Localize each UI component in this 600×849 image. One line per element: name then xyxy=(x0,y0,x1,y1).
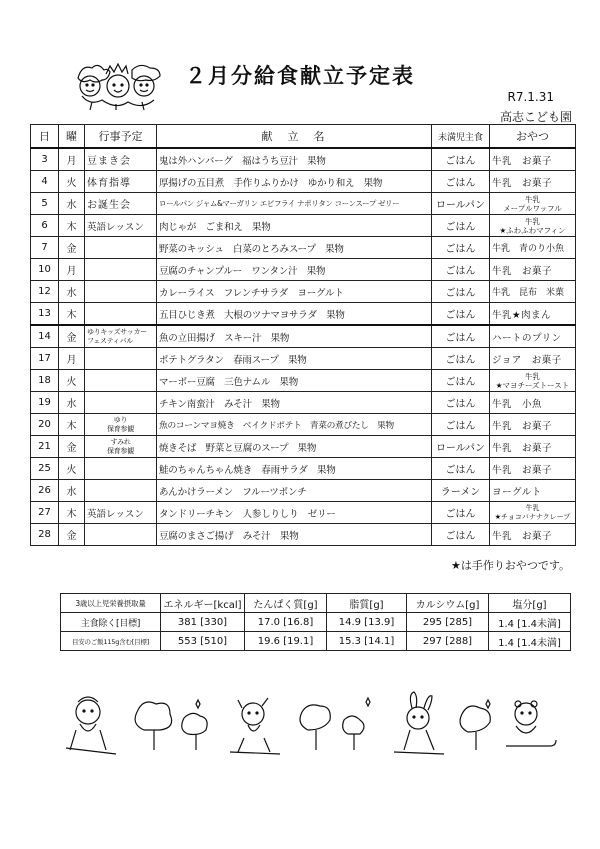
menu-row xyxy=(31,392,576,414)
dishes-cell: 鮭のちゃんちゃん焼き 春雨サラダ 果物 xyxy=(157,458,432,480)
nutrition-value: 19.6 [19.1] xyxy=(245,632,327,651)
event-cell xyxy=(85,348,157,370)
menu-row xyxy=(31,502,576,524)
day-cell: 20 xyxy=(31,414,59,436)
dishes-cell: 豆腐のチャンプルー ワンタン汁 果物 xyxy=(157,259,432,281)
staple-cell: ごはん xyxy=(432,370,490,392)
dishes-cell: 野菜のキッシュ 白菜のとろみスープ 果物 xyxy=(157,237,432,259)
menu-row xyxy=(31,348,576,370)
event-cell xyxy=(85,303,157,326)
staple-cell: ごはん xyxy=(432,502,490,524)
menu-header-row xyxy=(31,125,576,149)
snack-cell: 牛乳 小魚 xyxy=(490,392,576,414)
dishes-cell: マーボー豆腐 三色ナムル 果物 xyxy=(157,370,432,392)
weekday-cell: 木 xyxy=(59,502,85,524)
menu-row xyxy=(31,215,576,237)
snack-cell: 牛乳 お菓子 xyxy=(490,414,576,436)
weekday-cell: 金 xyxy=(59,237,85,259)
snack-cell: 牛乳 青のり小魚 xyxy=(490,237,576,259)
event-cell xyxy=(85,524,157,546)
nutrition-value: 14.9 [13.9] xyxy=(327,613,407,632)
event-cell xyxy=(85,237,157,259)
nutrition-value: 297 [288] xyxy=(407,632,489,651)
weekday-cell: 木 xyxy=(59,303,85,326)
weekday-cell: 水 xyxy=(59,193,85,215)
nutrition-value: 381 [330] xyxy=(161,613,245,632)
staple-cell: ごはん xyxy=(432,281,490,303)
staple-cell: ごはん xyxy=(432,215,490,237)
day-cell: 7 xyxy=(31,237,59,259)
staple-cell: ロールパン xyxy=(432,436,490,458)
handmade-note: ★は手作りおやつです。 xyxy=(451,559,570,572)
menu-row xyxy=(31,171,576,193)
event-cell xyxy=(85,480,157,502)
weekday-cell: 水 xyxy=(59,392,85,414)
snack-cell: ジョア お菓子 xyxy=(490,348,576,370)
weekday-cell: 水 xyxy=(59,480,85,502)
dishes-cell: ロールパン ジャム&マーガリン エビフライ ナポリタン コーンスープ ゼリー xyxy=(157,193,432,215)
day-cell: 5 xyxy=(31,193,59,215)
weekday-cell: 月 xyxy=(59,148,85,171)
snack-cell: 牛乳 お菓子 xyxy=(490,436,576,458)
nutrition-row-label: 主食除く[目標] xyxy=(61,613,161,632)
nutrition-header-row xyxy=(61,594,571,613)
day-cell: 19 xyxy=(31,392,59,414)
event-cell xyxy=(85,392,157,414)
dishes-cell: 焼きそば 野菜と豆腐のスープ 果物 xyxy=(157,436,432,458)
day-cell: 21 xyxy=(31,436,59,458)
snack-cell: 牛乳★肉まん xyxy=(490,303,576,326)
day-cell: 18 xyxy=(31,370,59,392)
weekday-cell: 月 xyxy=(59,259,85,281)
weekday-cell: 月 xyxy=(59,348,85,370)
issue-date: R7.1.31 xyxy=(507,90,554,104)
snack-cell: 牛乳 ★マヨチーズトースト xyxy=(490,370,576,392)
day-cell: 13 xyxy=(31,303,59,326)
menu-row xyxy=(31,303,576,326)
staple-cell: ごはん xyxy=(432,237,490,259)
dishes-cell: 肉じゃが ごま和え 果物 xyxy=(157,215,432,237)
staple-cell: ごはん xyxy=(432,524,490,546)
day-cell: 4 xyxy=(31,171,59,193)
page-title: ２月分給食献立予定表 xyxy=(185,64,415,88)
weekday-cell: 木 xyxy=(59,215,85,237)
staple-cell: ごはん xyxy=(432,392,490,414)
menu-row xyxy=(31,414,576,436)
event-cell: ゆり 保育参観 xyxy=(85,414,157,436)
header-weekday: 曜 xyxy=(59,125,85,149)
weekday-cell: 火 xyxy=(59,370,85,392)
snack-cell: 牛乳 ★チョコバナナクレープ xyxy=(490,502,576,524)
day-cell: 25 xyxy=(31,458,59,480)
snack-cell: 牛乳 お菓子 xyxy=(490,259,576,281)
weekday-cell: 木 xyxy=(59,414,85,436)
menu-row xyxy=(31,325,576,348)
staple-cell: ごはん xyxy=(432,325,490,348)
nutrition-row xyxy=(61,632,571,651)
nutrition-value: 17.0 [16.8] xyxy=(245,613,327,632)
nutrition-row-label: 目安のご飯115g含む[目標] xyxy=(61,632,161,651)
day-cell: 14 xyxy=(31,325,59,348)
nutrition-header-calcium: カルシウム[g] xyxy=(407,594,489,613)
weekday-cell: 金 xyxy=(59,325,85,348)
weekday-cell: 水 xyxy=(59,281,85,303)
staple-cell: ごはん xyxy=(432,458,490,480)
weekday-cell: 火 xyxy=(59,458,85,480)
event-cell: 体育指導 xyxy=(85,171,157,193)
event-cell xyxy=(85,259,157,281)
menu-row xyxy=(31,237,576,259)
staple-cell: ごはん xyxy=(432,171,490,193)
event-cell: ゆりキッズサッカー フェスティバル xyxy=(85,325,157,348)
nutrition-value: 1.4 [1.4未満] xyxy=(489,632,571,651)
winter-animals-icon xyxy=(48,690,558,760)
nutrition-table xyxy=(60,593,571,651)
dishes-cell: あんかけラーメン フルーツポンチ xyxy=(157,480,432,502)
day-cell: 6 xyxy=(31,215,59,237)
nutrition-value: 553 [510] xyxy=(161,632,245,651)
day-cell: 3 xyxy=(31,148,59,171)
day-cell: 17 xyxy=(31,348,59,370)
dishes-cell: 鬼は外ハンバーグ 福はうち豆汁 果物 xyxy=(157,148,432,171)
staple-cell: ごはん xyxy=(432,303,490,326)
snack-cell: 牛乳 ★ふわふわマフィン xyxy=(490,215,576,237)
nutrition-value: 1.4 [1.4未満] xyxy=(489,613,571,632)
staple-cell: ロールパン xyxy=(432,193,490,215)
day-cell: 26 xyxy=(31,480,59,502)
nutrition-header-protein: たんぱく質[g] xyxy=(245,594,327,613)
header-dishes: 献 立 名 xyxy=(157,125,432,149)
event-cell xyxy=(85,458,157,480)
dishes-cell: 魚の立田揚げ スキー汁 果物 xyxy=(157,325,432,348)
snack-cell: 牛乳 お菓子 xyxy=(490,148,576,171)
event-cell: 英語レッスン xyxy=(85,215,157,237)
dishes-cell: 魚のコーンマヨ焼き ベイクドポテト 青菜の煮びたし 果物 xyxy=(157,414,432,436)
menu-row xyxy=(31,458,576,480)
event-cell xyxy=(85,281,157,303)
menu-table xyxy=(30,124,576,546)
header-staple: 未満児主食 xyxy=(432,125,490,149)
dishes-cell: 五目ひじき煮 大根のツナマヨサラダ 果物 xyxy=(157,303,432,326)
snack-cell: 牛乳 お菓子 xyxy=(490,524,576,546)
day-cell: 28 xyxy=(31,524,59,546)
header-snack: おやつ xyxy=(490,125,576,149)
school-name: 高志こども園 xyxy=(499,110,572,124)
snack-cell: 牛乳 お菓子 xyxy=(490,458,576,480)
day-cell: 27 xyxy=(31,502,59,524)
menu-row xyxy=(31,436,576,458)
nutrition-header-salt: 塩分[g] xyxy=(489,594,571,613)
staple-cell: ごはん xyxy=(432,148,490,171)
staple-cell: ごはん xyxy=(432,259,490,281)
dishes-cell: 厚揚げの五目煮 手作りふりかけ ゆかり和え 果物 xyxy=(157,171,432,193)
menu-row xyxy=(31,524,576,546)
nutrition-header-label: 3歳以上児栄養摂取量 xyxy=(61,594,161,613)
menu-row xyxy=(31,480,576,502)
snack-cell: 牛乳 お菓子 xyxy=(490,171,576,193)
menu-row xyxy=(31,193,576,215)
day-cell: 12 xyxy=(31,281,59,303)
dishes-cell: カレーライス フレンチサラダ ヨーグルト xyxy=(157,281,432,303)
weekday-cell: 金 xyxy=(59,524,85,546)
dishes-cell: チキン南蛮汁 みそ汁 果物 xyxy=(157,392,432,414)
menu-row xyxy=(31,148,576,171)
dishes-cell: ポテトグラタン 春雨スープ 果物 xyxy=(157,348,432,370)
snack-cell: 牛乳 昆布 米菓 xyxy=(490,281,576,303)
menu-row xyxy=(31,370,576,392)
snack-cell: 牛乳 メープルワッフル xyxy=(490,193,576,215)
event-cell: お誕生会 xyxy=(85,193,157,215)
nutrition-header-energy: エネルギー[kcal] xyxy=(161,594,245,613)
nutrition-value: 295 [285] xyxy=(407,613,489,632)
menu-row xyxy=(31,259,576,281)
staple-cell: ごはん xyxy=(432,348,490,370)
weekday-cell: 金 xyxy=(59,436,85,458)
snack-cell: ハートのプリン xyxy=(490,325,576,348)
nutrition-value: 15.3 [14.1] xyxy=(327,632,407,651)
staple-cell: ごはん xyxy=(432,414,490,436)
staple-cell: ラーメン xyxy=(432,480,490,502)
event-cell: 英語レッスン xyxy=(85,502,157,524)
event-cell: 豆まき会 xyxy=(85,148,157,171)
event-cell xyxy=(85,370,157,392)
day-cell: 10 xyxy=(31,259,59,281)
dishes-cell: 豆腐のまさご揚げ みそ汁 果物 xyxy=(157,524,432,546)
nutrition-header-fat: 脂質[g] xyxy=(327,594,407,613)
header-day: 日 xyxy=(31,125,59,149)
nutrition-row xyxy=(61,613,571,632)
menu-row xyxy=(31,281,576,303)
dishes-cell: タンドリーチキン 人参しりしり ゼリー xyxy=(157,502,432,524)
weekday-cell: 火 xyxy=(59,171,85,193)
header-event: 行事予定 xyxy=(85,125,157,149)
snack-cell: ヨーグルト xyxy=(490,480,576,502)
event-cell: すみれ 保育参観 xyxy=(85,436,157,458)
